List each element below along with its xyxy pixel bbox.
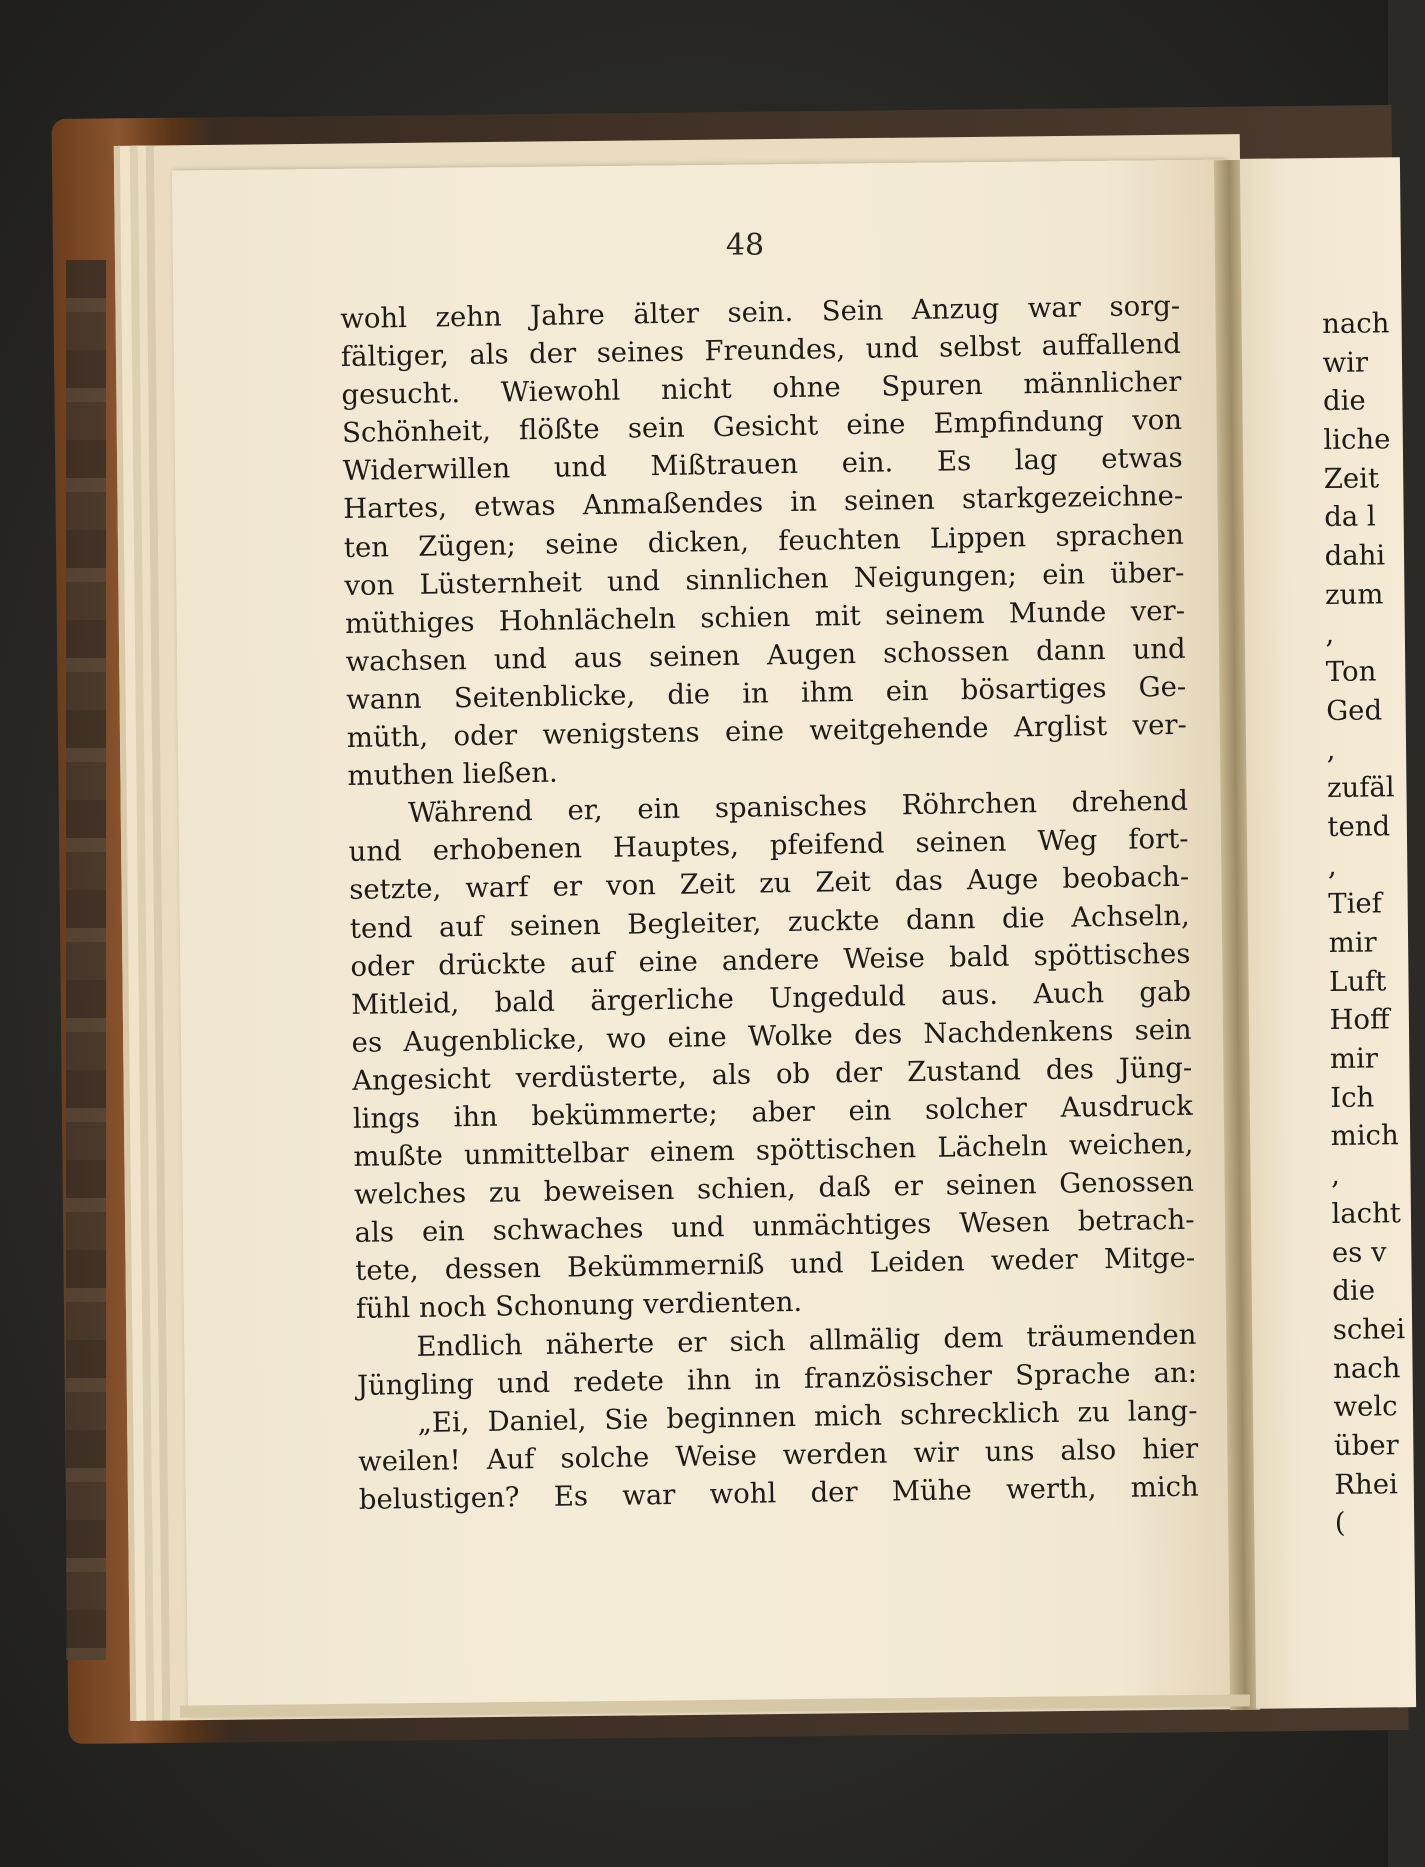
- right-page-line: Rhei: [1334, 1467, 1399, 1501]
- text-line: es Augenblicke, wo eine Wolke des Nachdenkens sein: [351, 1013, 1192, 1059]
- text-line: als ein schwaches und unmächtiges Wesen betrach-: [354, 1203, 1195, 1250]
- right-page-line: Luft: [1328, 965, 1387, 998]
- text-line: tend auf seinen Begleiter, zuckte dann die Achseln,: [349, 899, 1191, 945]
- right-page-line: die: [1332, 1274, 1376, 1308]
- text-line: weilen! Auf solche Weise werden wir uns also hier: [357, 1432, 1199, 1478]
- text-line: fühl noch Schonung verdienten.: [355, 1286, 803, 1326]
- text-line: Widerwillen und Mißtrauen ein. Es lag etwas: [342, 442, 1183, 488]
- left-page-text: [340, 287, 1199, 1519]
- text-line: Während er, ein spanisches Röhrchen drehend: [407, 784, 1189, 830]
- text-line: tete, dessen Bekümmerniß und Leiden weder Mitge-: [355, 1242, 1196, 1288]
- text-line: von Lüsternheit und sinnlichen Neigungen; ein über-: [344, 556, 1185, 602]
- right-page-text: [1322, 304, 1425, 1543]
- text-line: lings ihn bekümmerte; aber ein solcher Ausdruck: [352, 1089, 1194, 1135]
- right-page-line: lacht: [1331, 1197, 1402, 1230]
- text-line: wohl zehn Jahre älter sein. Sein Anzug war sorg-: [340, 289, 1181, 335]
- right-page-line: welc: [1333, 1390, 1398, 1424]
- right-page-line: nach: [1332, 1351, 1401, 1385]
- text-line: Mitleid, bald ärgerliche Ungeduld aus. Auch gab: [350, 975, 1192, 1021]
- text-line: Angesicht verdüsterte, als ob der Zustand des Jüng-: [352, 1051, 1193, 1097]
- right-page-line: zum: [1324, 578, 1384, 611]
- right-page-line: Hoff: [1329, 1003, 1390, 1037]
- right-page-line: die: [1322, 384, 1366, 418]
- right-page-line: schei: [1332, 1313, 1406, 1346]
- text-line: Schönheit, flößte sein Gesicht eine Empfindung von: [341, 404, 1183, 450]
- text-line: Jüngling und redete ihn in französischer Sprache an:: [356, 1356, 1198, 1402]
- page-number: 48: [725, 228, 765, 263]
- right-page-line: über: [1333, 1429, 1399, 1462]
- text-line: wachsen und aus seinen Augen schossen dann und: [345, 632, 1186, 678]
- text-line: und erhobenen Hauptes, pfeifend seinen Weg fort-: [348, 823, 1189, 869]
- right-page-line: liche: [1323, 423, 1391, 457]
- right-page-line: wir: [1322, 346, 1369, 379]
- text-line: oder drückte auf eine andere Weise bald spöttisches: [350, 937, 1191, 983]
- text-line: müth, oder wenigstens eine weitgehende Arglist ver-: [346, 708, 1188, 754]
- text-line: setzte, warf er von Zeit zu Zeit das Auge beobach-: [349, 861, 1190, 907]
- right-page-line: Zeit: [1323, 462, 1380, 495]
- right-page-line: mir: [1328, 926, 1377, 959]
- right-page-line: mich: [1330, 1119, 1399, 1153]
- text-line: „Ei, Daniel, Sie beginnen mich schrecklich zu lang-: [417, 1394, 1198, 1439]
- text-line: muthen ließen.: [347, 756, 558, 793]
- text-line: Hartes, etwas Anmaßendes in seinen starkgezeichne-: [343, 480, 1184, 526]
- right-page-line: ,: [1327, 849, 1337, 882]
- text-line: fältiger, als der seines Freundes, und selbst auffallend: [340, 327, 1182, 374]
- right-page-line: Ton: [1325, 655, 1377, 689]
- right-page-line: tend: [1327, 810, 1391, 843]
- text-line: Endlich näherte er sich allmälig dem träumenden: [416, 1318, 1197, 1363]
- right-page-line: (: [1334, 1507, 1346, 1540]
- book-spine: [66, 260, 106, 1660]
- right-page-line: ,: [1326, 733, 1336, 766]
- right-page-line: ,: [1330, 1158, 1341, 1192]
- right-page-line: zufäl: [1326, 771, 1395, 805]
- text-line: welches zu beweisen schien, daß er seinen Genossen: [353, 1165, 1195, 1212]
- right-page-line: ,: [1325, 617, 1335, 650]
- text-line: müthiges Hohnlächeln schien mit seinem Munde ver-: [344, 594, 1186, 640]
- right-page-line: Ged: [1326, 694, 1383, 727]
- text-line: ten Zügen; seine dicken, feuchten Lippen sprachen: [343, 518, 1185, 564]
- right-page-line: Tief: [1328, 887, 1383, 921]
- right-page-line: es v: [1331, 1235, 1387, 1269]
- text-line: belustigen? Es war wohl der Mühe werth, mich: [358, 1470, 1199, 1516]
- right-page-line: mir: [1329, 1042, 1379, 1076]
- right-page-line: da l: [1324, 500, 1376, 534]
- text-line: wann Seitenblicke, die in ihm ein bösartiges Ge-: [346, 670, 1187, 716]
- right-page-line: dahi: [1324, 539, 1386, 573]
- right-page-line: nach: [1322, 307, 1390, 340]
- text-line: mußte unmittelbar einem spöttischen Lächeln weichen,: [353, 1127, 1194, 1173]
- right-page-line: Ich: [1330, 1081, 1375, 1114]
- text-line: gesucht. Wiewohl nicht ohne Spuren männlicher: [341, 365, 1182, 412]
